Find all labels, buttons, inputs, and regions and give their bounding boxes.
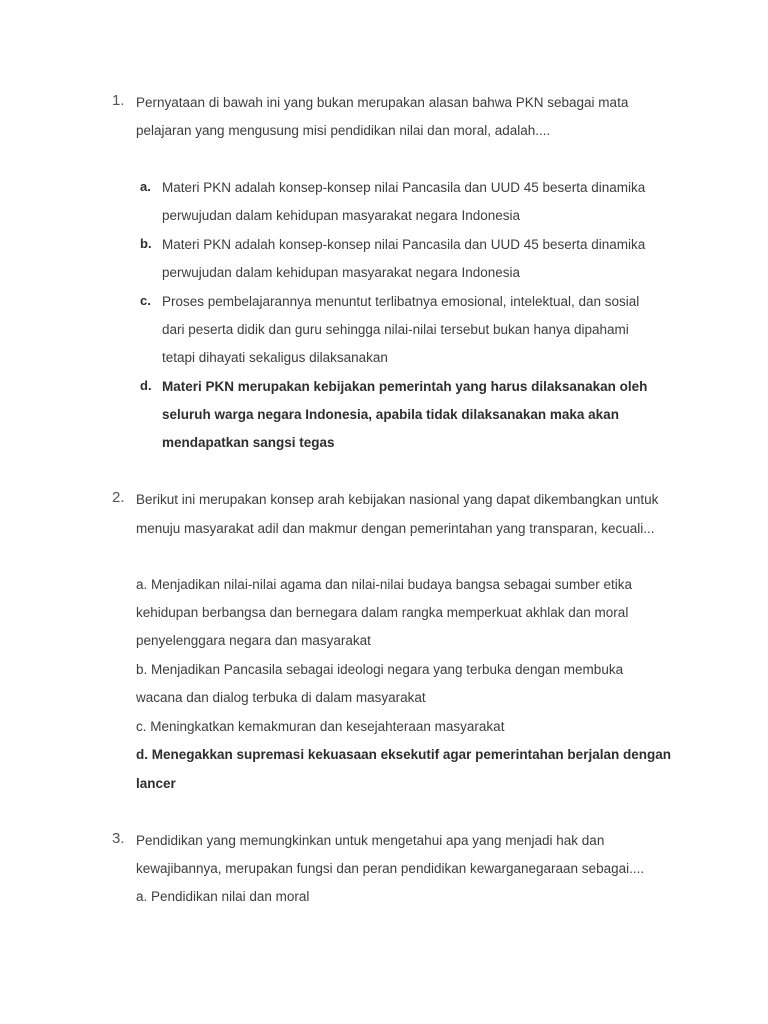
question-3-text-line-1: Pendidikan yang memungkinkan untuk mengetahui apa yang menjadi hak dan bbox=[136, 833, 605, 848]
question-2-option-d-line-2: lancer bbox=[136, 776, 176, 791]
question-3-number: 3. bbox=[112, 830, 125, 847]
question-1-option-c-line-1: Proses pembelajarannya menuntut terlibatnya emosional, intelektual, dan sosial bbox=[162, 294, 640, 309]
question-1-text-line-1: Pernyataan di bawah ini yang bukan merupakan alasan bahwa PKN sebagai mata bbox=[136, 95, 629, 110]
question-2-option-a-line-3: penyelenggara negara dan masyarakat bbox=[136, 633, 371, 648]
question-1-option-b-label: b. bbox=[140, 236, 152, 251]
question-1-option-d-line-2: seluruh warga negara Indonesia, apabila tidak dilaksanakan maka akan bbox=[162, 407, 619, 422]
question-1-option-c-label: c. bbox=[140, 293, 151, 308]
question-1-option-a-label: a. bbox=[140, 179, 151, 194]
question-3-text-line-2: kewajibannya, merupakan fungsi dan peran pendidikan kewarganegaraan sebagai.... bbox=[136, 861, 645, 876]
question-1-option-d-label: d. bbox=[140, 378, 152, 393]
question-2-option-b-line-2: wacana dan dialog terbuka di dalam masyarakat bbox=[136, 690, 426, 705]
question-2-option-c-line-1: c. Meningkatkan kemakmuran dan kesejahteraan masyarakat bbox=[136, 719, 505, 734]
question-2-option-d-line-1: d. Menegakkan supremasi kekuasaan eksekutif agar pemerintahan berjalan dengan bbox=[136, 747, 671, 762]
question-1-option-d-line-1: Materi PKN merupakan kebijakan pemerintah yang harus dilaksanakan oleh bbox=[162, 379, 648, 394]
question-1-option-b-line-2: perwujudan dalam kehidupan masyarakat negara Indonesia bbox=[162, 265, 520, 280]
question-2-text-line-1: Berikut ini merupakan konsep arah kebijakan nasional yang dapat dikembangkan untuk bbox=[136, 492, 659, 507]
question-1-option-d-line-3: mendapatkan sangsi tegas bbox=[162, 435, 335, 450]
question-3-option-a-line-1: a. Pendidikan nilai dan moral bbox=[136, 889, 310, 904]
question-1-option-c-line-2: dari peserta didik dan guru sehingga nilai-nilai tersebut bukan hanya dipahami bbox=[162, 322, 629, 337]
question-1-number: 1. bbox=[112, 92, 125, 109]
question-1-option-a-line-1: Materi PKN adalah konsep-konsep nilai Pancasila dan UUD 45 beserta dinamika bbox=[162, 180, 646, 195]
question-2-option-a-line-2: kehidupan berbangsa dan bernegara dalam rangka memperkuat akhlak dan moral bbox=[136, 605, 629, 620]
question-2-option-a-line-1: a. Menjadikan nilai-nilai agama dan nilai-nilai budaya bangsa sebagai sumber etika bbox=[136, 577, 633, 592]
question-2-number: 2. bbox=[112, 489, 125, 506]
question-1-option-c-line-3: tetapi dihayati sekaligus dilaksanakan bbox=[162, 350, 388, 365]
question-1-text-line-2: pelajaran yang mengusung misi pendidikan nilai dan moral, adalah.... bbox=[136, 123, 551, 138]
question-1-option-a-line-2: perwujudan dalam kehidupan masyarakat negara Indonesia bbox=[162, 208, 520, 223]
question-2-text-line-2: menuju masyarakat adil dan makmur dengan pemerintahan yang transparan, kecuali... bbox=[136, 521, 655, 536]
question-2-option-b-line-1: b. Menjadikan Pancasila sebagai ideologi negara yang terbuka dengan membuka bbox=[136, 662, 624, 677]
question-1-option-b-line-1: Materi PKN adalah konsep-konsep nilai Pancasila dan UUD 45 beserta dinamika bbox=[162, 237, 646, 252]
